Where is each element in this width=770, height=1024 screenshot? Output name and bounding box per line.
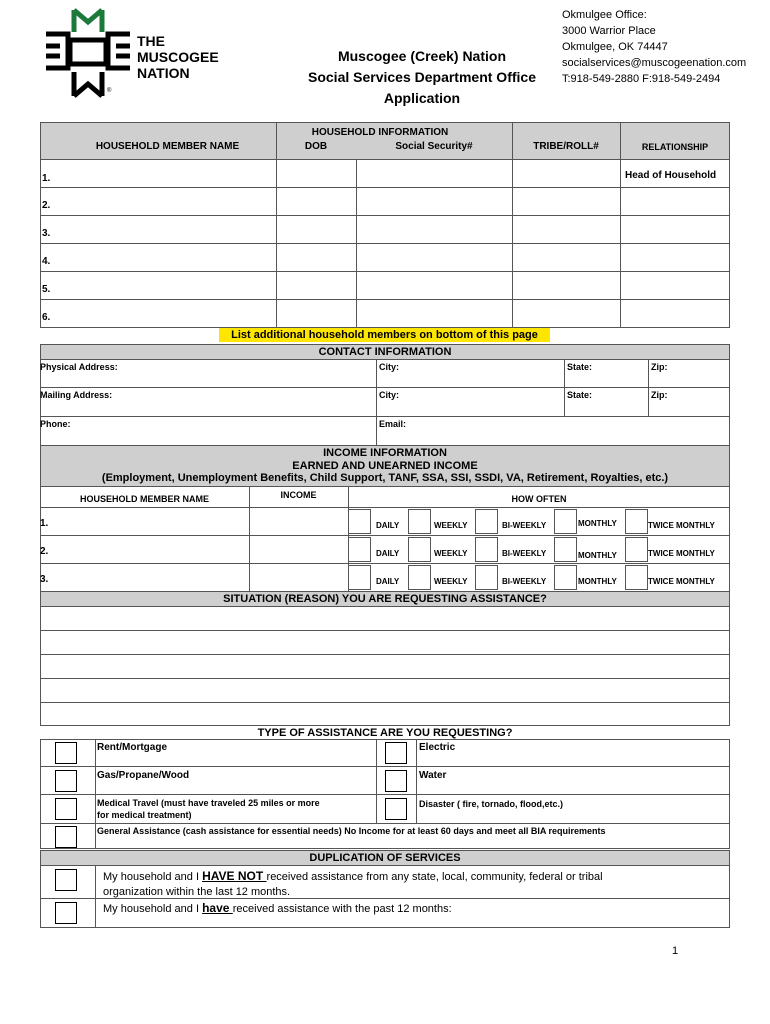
col-relationship: RELATIONSHIP (641, 142, 709, 152)
disaster-checkbox[interactable] (385, 798, 407, 820)
household-title: HOUSEHOLD INFORMATION (311, 127, 449, 138)
duplication-title: DUPLICATION OF SERVICES (309, 852, 461, 864)
freq-twice-monthly: TWICE MONTHLY (648, 549, 715, 558)
income-col-income: INCOME (280, 490, 317, 500)
general-assistance-label: General Assistance (cash assistance for essential needs) No Income for at least 60 days and meet all BIA requirements (97, 826, 606, 836)
divider (416, 739, 417, 823)
divider (512, 122, 513, 328)
col-ssn: Social Security# (395, 141, 473, 152)
muscogee-seal-icon (40, 6, 136, 102)
rent-checkbox[interactable] (55, 742, 77, 764)
freq-daily: DAILY (376, 521, 400, 530)
freq-weekly: WEEKLY (434, 521, 468, 530)
freq-monthly: MONTHLY (578, 577, 617, 586)
household-row-6[interactable]: 6. (42, 312, 51, 323)
freq-monthly: MONTHLY (578, 519, 617, 528)
office-city: Okmulgee, OK 74447 (562, 41, 668, 53)
daily-checkbox[interactable] (348, 537, 371, 562)
household-row-1[interactable]: 1. (42, 173, 51, 184)
income-title-1: INCOME INFORMATION (323, 447, 447, 459)
have-not-statement (103, 869, 603, 899)
electric-label: Electric (419, 742, 456, 753)
freq-biweekly: BI-WEEKLY (502, 577, 547, 586)
office-email: socialservices@muscogeenation.com (562, 57, 747, 69)
divider (40, 823, 730, 824)
biweekly-checkbox[interactable] (475, 565, 498, 590)
mailing-address-field[interactable]: Mailing Address: (40, 390, 113, 400)
daily-checkbox[interactable] (348, 509, 371, 534)
household-row-4[interactable]: 4. (42, 256, 51, 267)
weekly-checkbox[interactable] (408, 537, 431, 562)
biweekly-checkbox[interactable] (475, 509, 498, 534)
mailing-zip-field[interactable]: Zip: (651, 390, 668, 400)
page-title (282, 46, 562, 109)
monthly-checkbox[interactable] (554, 509, 577, 534)
household-row-5[interactable]: 5. (42, 284, 51, 295)
have-emphasis: have (202, 901, 233, 915)
page-number: 1 (672, 945, 679, 957)
situation-title: SITUATION (REASON) YOU ARE REQUESTING ASSISTANCE? (223, 593, 547, 605)
daily-checkbox[interactable] (348, 565, 371, 590)
divider (40, 215, 730, 216)
monthly-checkbox[interactable] (554, 537, 577, 562)
title-line-3: Application (383, 90, 461, 106)
have-not-prefix: My household and I (103, 871, 203, 883)
twice-monthly-checkbox[interactable] (625, 509, 648, 534)
email-field[interactable]: Email: (379, 419, 407, 429)
have-suffix: received assistance with the past 12 months: (232, 903, 452, 915)
office-address (562, 7, 746, 87)
physical-address-field[interactable]: Physical Address: (40, 362, 118, 372)
office-phone: T:918-549-2880 F:918-549-2494 (562, 73, 721, 85)
medical-line-2: for medical treatment) (97, 810, 192, 820)
col-tribe: TRIBE/ROLL# (533, 141, 599, 152)
twice-monthly-checkbox[interactable] (625, 565, 648, 590)
registered-mark: ® (107, 88, 112, 94)
household-row-3[interactable]: 3. (42, 228, 51, 239)
income-row-2[interactable]: 2. (40, 546, 49, 557)
divider (40, 702, 730, 703)
divider (276, 122, 277, 328)
income-title-3: (Employment, Unemployment Benefits, Child Support, TANF, SSA, SSI, SSDI, VA, Retirement, Royalties, etc.) (101, 472, 669, 484)
water-checkbox[interactable] (385, 770, 407, 792)
divider (40, 416, 730, 417)
col-dob: DOB (304, 141, 328, 152)
physical-city-field[interactable]: City: (379, 362, 399, 372)
mailing-city-field[interactable]: City: (379, 390, 399, 400)
income-title-2: EARNED AND UNEARNED INCOME (292, 459, 478, 472)
divider (564, 359, 565, 416)
income-title (40, 447, 730, 485)
freq-weekly: WEEKLY (434, 577, 468, 586)
additional-members-note: List additional household members on bottom of this page (219, 328, 550, 342)
logo-line-1: THE (137, 33, 165, 49)
freq-daily: DAILY (376, 549, 400, 558)
medical-line-1: Medical Travel (must have traveled 25 miles or more (97, 798, 320, 808)
gas-label: Gas/Propane/Wood (97, 770, 190, 781)
divider (40, 299, 730, 300)
have-not-line-2: organization within the last 12 months. (103, 885, 291, 898)
office-street: 3000 Warrior Place (562, 25, 656, 37)
have-checkbox[interactable] (55, 902, 77, 924)
divider (249, 486, 250, 592)
freq-monthly: MONTHLY (578, 551, 617, 560)
freq-weekly: WEEKLY (434, 549, 468, 558)
medical-travel-label (97, 797, 320, 821)
freq-twice-monthly: TWICE MONTHLY (648, 521, 715, 530)
head-of-household-label: Head of Household (625, 170, 717, 181)
have-prefix: My household and I (103, 903, 203, 915)
contact-title: CONTACT INFORMATION (318, 346, 452, 358)
freq-daily: DAILY (376, 577, 400, 586)
logo-text (137, 33, 219, 81)
col-member-name: HOUSEHOLD MEMBER NAME (95, 141, 240, 152)
title-line-2: Social Services Department Office (308, 69, 536, 85)
logo-line-3: NATION (137, 65, 190, 81)
general-assistance-checkbox[interactable] (55, 826, 77, 848)
have-not-line-1 (103, 869, 603, 885)
divider (40, 630, 730, 631)
title-line-1: Muscogee (Creek) Nation (337, 48, 507, 64)
divider (40, 271, 730, 272)
income-row-3[interactable]: 3. (40, 574, 49, 585)
income-col-how-often: HOW OFTEN (511, 494, 567, 504)
divider (40, 654, 730, 655)
divider (620, 122, 621, 328)
income-col-name: HOUSEHOLD MEMBER NAME (79, 494, 209, 504)
household-row-2[interactable]: 2. (42, 200, 51, 211)
have-not-suffix: received assistance from any state, local, community, federal or tribal (266, 871, 603, 883)
divider (376, 739, 377, 823)
office-name: Okmulgee Office: (562, 9, 647, 21)
weekly-checkbox[interactable] (408, 509, 431, 534)
divider (40, 507, 730, 508)
freq-biweekly: BI-WEEKLY (502, 521, 547, 530)
logo-line-2: MUSCOGEE (137, 49, 219, 65)
muscogee-logo (40, 6, 140, 102)
situation-textarea[interactable] (40, 606, 730, 726)
physical-state-field[interactable]: State: (567, 362, 593, 372)
have-not-emphasis: HAVE NOT (202, 869, 267, 883)
have-not-checkbox[interactable] (55, 869, 77, 891)
divider (40, 535, 730, 536)
weekly-checkbox[interactable] (408, 565, 431, 590)
twice-monthly-checkbox[interactable] (625, 537, 648, 562)
divider (40, 187, 730, 188)
divider (648, 359, 649, 416)
divider (40, 794, 730, 795)
water-label: Water (419, 770, 447, 781)
gas-checkbox[interactable] (55, 770, 77, 792)
divider (40, 563, 730, 564)
divider (40, 766, 730, 767)
contact-grid-border (40, 359, 730, 446)
freq-biweekly: BI-WEEKLY (502, 549, 547, 558)
divider (40, 243, 730, 244)
physical-zip-field[interactable]: Zip: (651, 362, 668, 372)
medical-travel-checkbox[interactable] (55, 798, 77, 820)
income-row-1[interactable]: 1. (40, 518, 49, 529)
freq-twice-monthly: TWICE MONTHLY (648, 577, 715, 586)
phone-field[interactable]: Phone: (40, 419, 71, 429)
assistance-title: TYPE OF ASSISTANCE ARE YOU REQUESTING? (257, 727, 513, 739)
divider (40, 387, 730, 388)
electric-checkbox[interactable] (385, 742, 407, 764)
monthly-checkbox[interactable] (554, 565, 577, 590)
divider (40, 678, 730, 679)
mailing-state-field[interactable]: State: (567, 390, 593, 400)
divider (95, 865, 96, 928)
have-statement (103, 901, 452, 915)
disaster-label: Disaster ( fire, tornado, flood,etc.) (419, 799, 564, 809)
rent-label: Rent/Mortgage (97, 742, 167, 753)
biweekly-checkbox[interactable] (475, 537, 498, 562)
divider (376, 359, 377, 446)
